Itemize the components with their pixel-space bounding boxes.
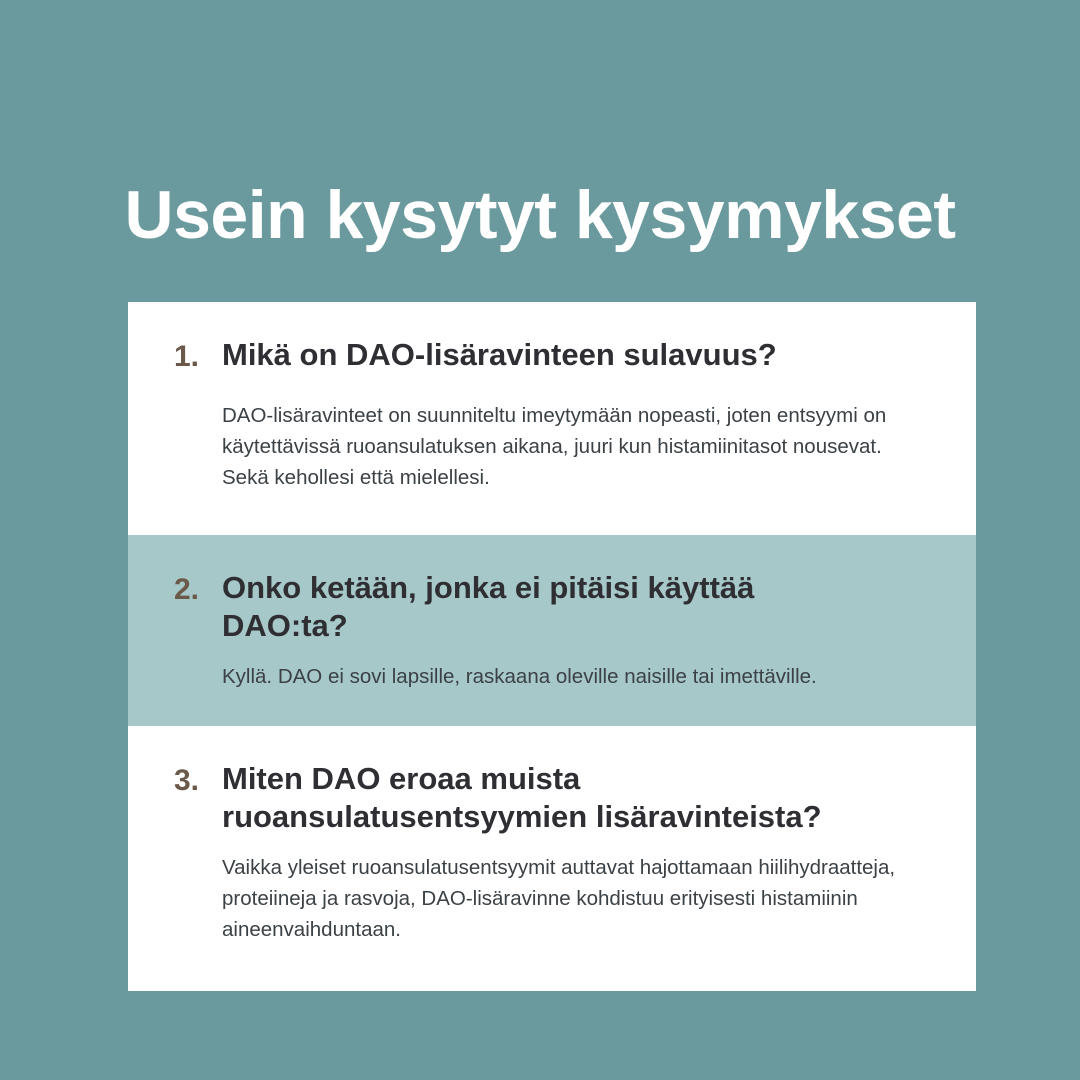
faq-item-number: 1.: [174, 340, 200, 373]
faq-answer: Vaikka yleiset ruoansulatusentsyymit auttavat hajottamaan hiilihydraatteja, proteiineja ja rasvoja, DAO-lisäravinne kohdistuu erityisesti histamiinin aineenvaihduntaan.: [222, 855, 896, 941]
faq-question: Mikä on DAO-lisäravinteen sulavuus?: [222, 337, 777, 372]
faq-question: Onko ketään, jonka ei pitäisi käyttää DAO:ta?: [222, 570, 755, 644]
faq-item-body: [222, 336, 932, 493]
faq-item-body: [222, 760, 932, 945]
faq-item-body: [222, 569, 932, 692]
faq-list: [128, 302, 976, 991]
faq-item-number: 2.: [174, 573, 200, 607]
faq-item-1[interactable]: [128, 302, 976, 535]
faq-answer: Kyllä. DAO ei sovi lapsille, raskaana oleville naisille tai imettäville.: [222, 664, 817, 688]
faq-item-3[interactable]: [128, 726, 976, 991]
faq-question: Miten DAO eroaa muista ruoansulatusentsyymien lisäravinteista?: [222, 761, 822, 834]
faq-item-2[interactable]: [128, 535, 976, 726]
faq-item-number: 3.: [174, 764, 200, 798]
faq-answer: DAO-lisäravinteet on suunniteltu imeytymään nopeasti, joten entsyymi on käytettävissä ruoansulatuksen aikana, juuri kun histamiinitasot nousevat. Sekä kehollesi että mielellesi.: [222, 403, 887, 490]
page-title: Usein kysytyt kysymykset: [124, 176, 956, 253]
